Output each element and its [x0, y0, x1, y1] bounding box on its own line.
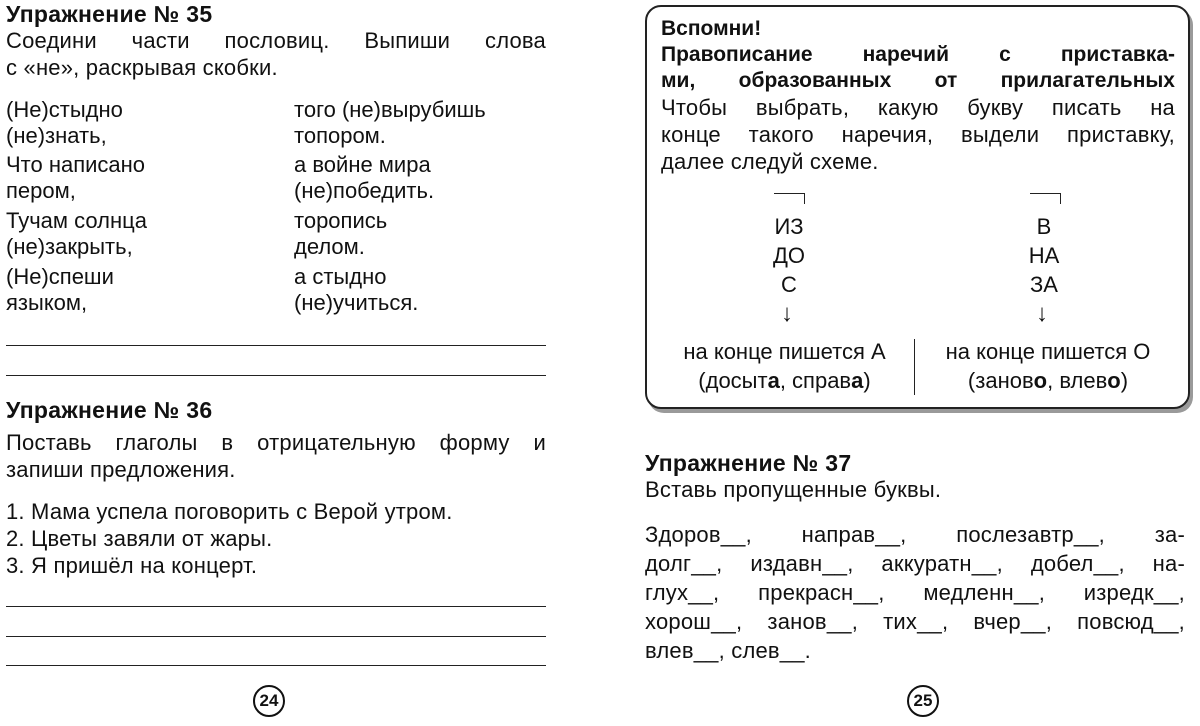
proverb-part: Тучам солнца [6, 208, 147, 233]
proverb-part: а войне мира [294, 152, 431, 177]
answer-line [6, 375, 546, 376]
proverb-part: делом. [294, 234, 365, 259]
proverb-part: торопись [294, 208, 388, 233]
prefix: В [1036, 214, 1052, 239]
remember-heading: Вспомни! [661, 17, 762, 40]
rule-a-example: (досыта, справа) [698, 368, 871, 393]
arrow-down-icon: ↓ [1036, 300, 1048, 327]
proverb-part: (Не)стыдно [6, 97, 123, 122]
proverb-part: (не)знать, [6, 123, 107, 148]
rule-o-text: на конце пишется О [945, 339, 1151, 364]
exercise-37-title: Упражнение № 37 [645, 450, 852, 476]
prefix: ЗА [1030, 272, 1058, 297]
proverb-part: (не)закрыть, [6, 234, 133, 259]
exercise-36-instruction-line1: Поставь глаголы в отрицательную форму и [6, 430, 546, 455]
remember-body-line1: Чтобы выбрать, какую букву писать на [661, 95, 1175, 120]
answer-line [6, 636, 546, 637]
proverb-part: (Не)спеши [6, 264, 114, 289]
exercise-37-line: глух__, прекрасн__, медленн__, изредк__, [645, 580, 1185, 605]
arrow-down-icon: ↓ [781, 300, 793, 327]
remember-body-line2: конце такого наречия, выдели приставку, [661, 122, 1175, 147]
exercise-36-item: 1. Мама успела поговорить с Верой утром. [6, 499, 453, 524]
remember-subheading-line1: Правописание наречий с приставка- [661, 43, 1175, 66]
rule-a-text: на конце пишется А [683, 339, 886, 364]
answer-line [6, 665, 546, 666]
proverb-part: того (не)вырубишь [294, 97, 486, 122]
proverb-part: (не)победить. [294, 178, 435, 203]
exercise-36-instruction-line2: запиши предложения. [6, 457, 236, 482]
remember-body-line3: далее следуй схеме. [661, 149, 879, 174]
answer-line [6, 345, 546, 346]
exercise-36-title: Упражнение № 36 [6, 397, 213, 423]
answer-line [6, 606, 546, 607]
rule-o-example: (заново, влево) [967, 368, 1129, 393]
exercise-35-instruction-line1: Соедини части пословиц. Выпиши слова [6, 28, 546, 53]
remember-subheading-line2: ми, образованных от прилагательных [661, 69, 1175, 92]
prefix: ИЗ [774, 214, 804, 239]
proverb-part: а стыдно [294, 264, 387, 289]
proverb-part: пером, [6, 178, 76, 203]
left-page [6, 0, 548, 726]
exercise-35-instruction-line2: с «не», раскрывая скобки. [6, 55, 278, 80]
exercise-37-line: влев__, слев__. [645, 638, 811, 663]
proverb-part: (не)учиться. [294, 290, 419, 315]
exercise-35-title: Упражнение № 35 [6, 1, 213, 27]
exercise-37-line: хорош__, занов__, тих__, вчер__, повсюд__, [645, 609, 1185, 634]
prefix: НА [1028, 243, 1060, 268]
right-page [645, 0, 1194, 726]
exercise-37-line: долг__, издавн__, аккуратн__, добел__, на- [645, 551, 1185, 576]
page-number-25: 25 [907, 685, 939, 717]
prefix: ДО [772, 243, 805, 268]
prefix: С [781, 272, 797, 297]
exercise-36-item: 2. Цветы завяли от жары. [6, 526, 273, 551]
page-number-24: 24 [253, 685, 285, 717]
proverb-part: языком, [6, 290, 88, 315]
proverb-part: Что написано [6, 152, 146, 177]
exercise-36-item: 3. Я пришёл на концерт. [6, 553, 258, 578]
exercise-37-instruction: Вставь пропущенные буквы. [645, 477, 942, 502]
proverb-part: топором. [294, 123, 386, 148]
exercise-37-line: Здоров__, направ__, послезавтр__, за- [645, 522, 1185, 547]
